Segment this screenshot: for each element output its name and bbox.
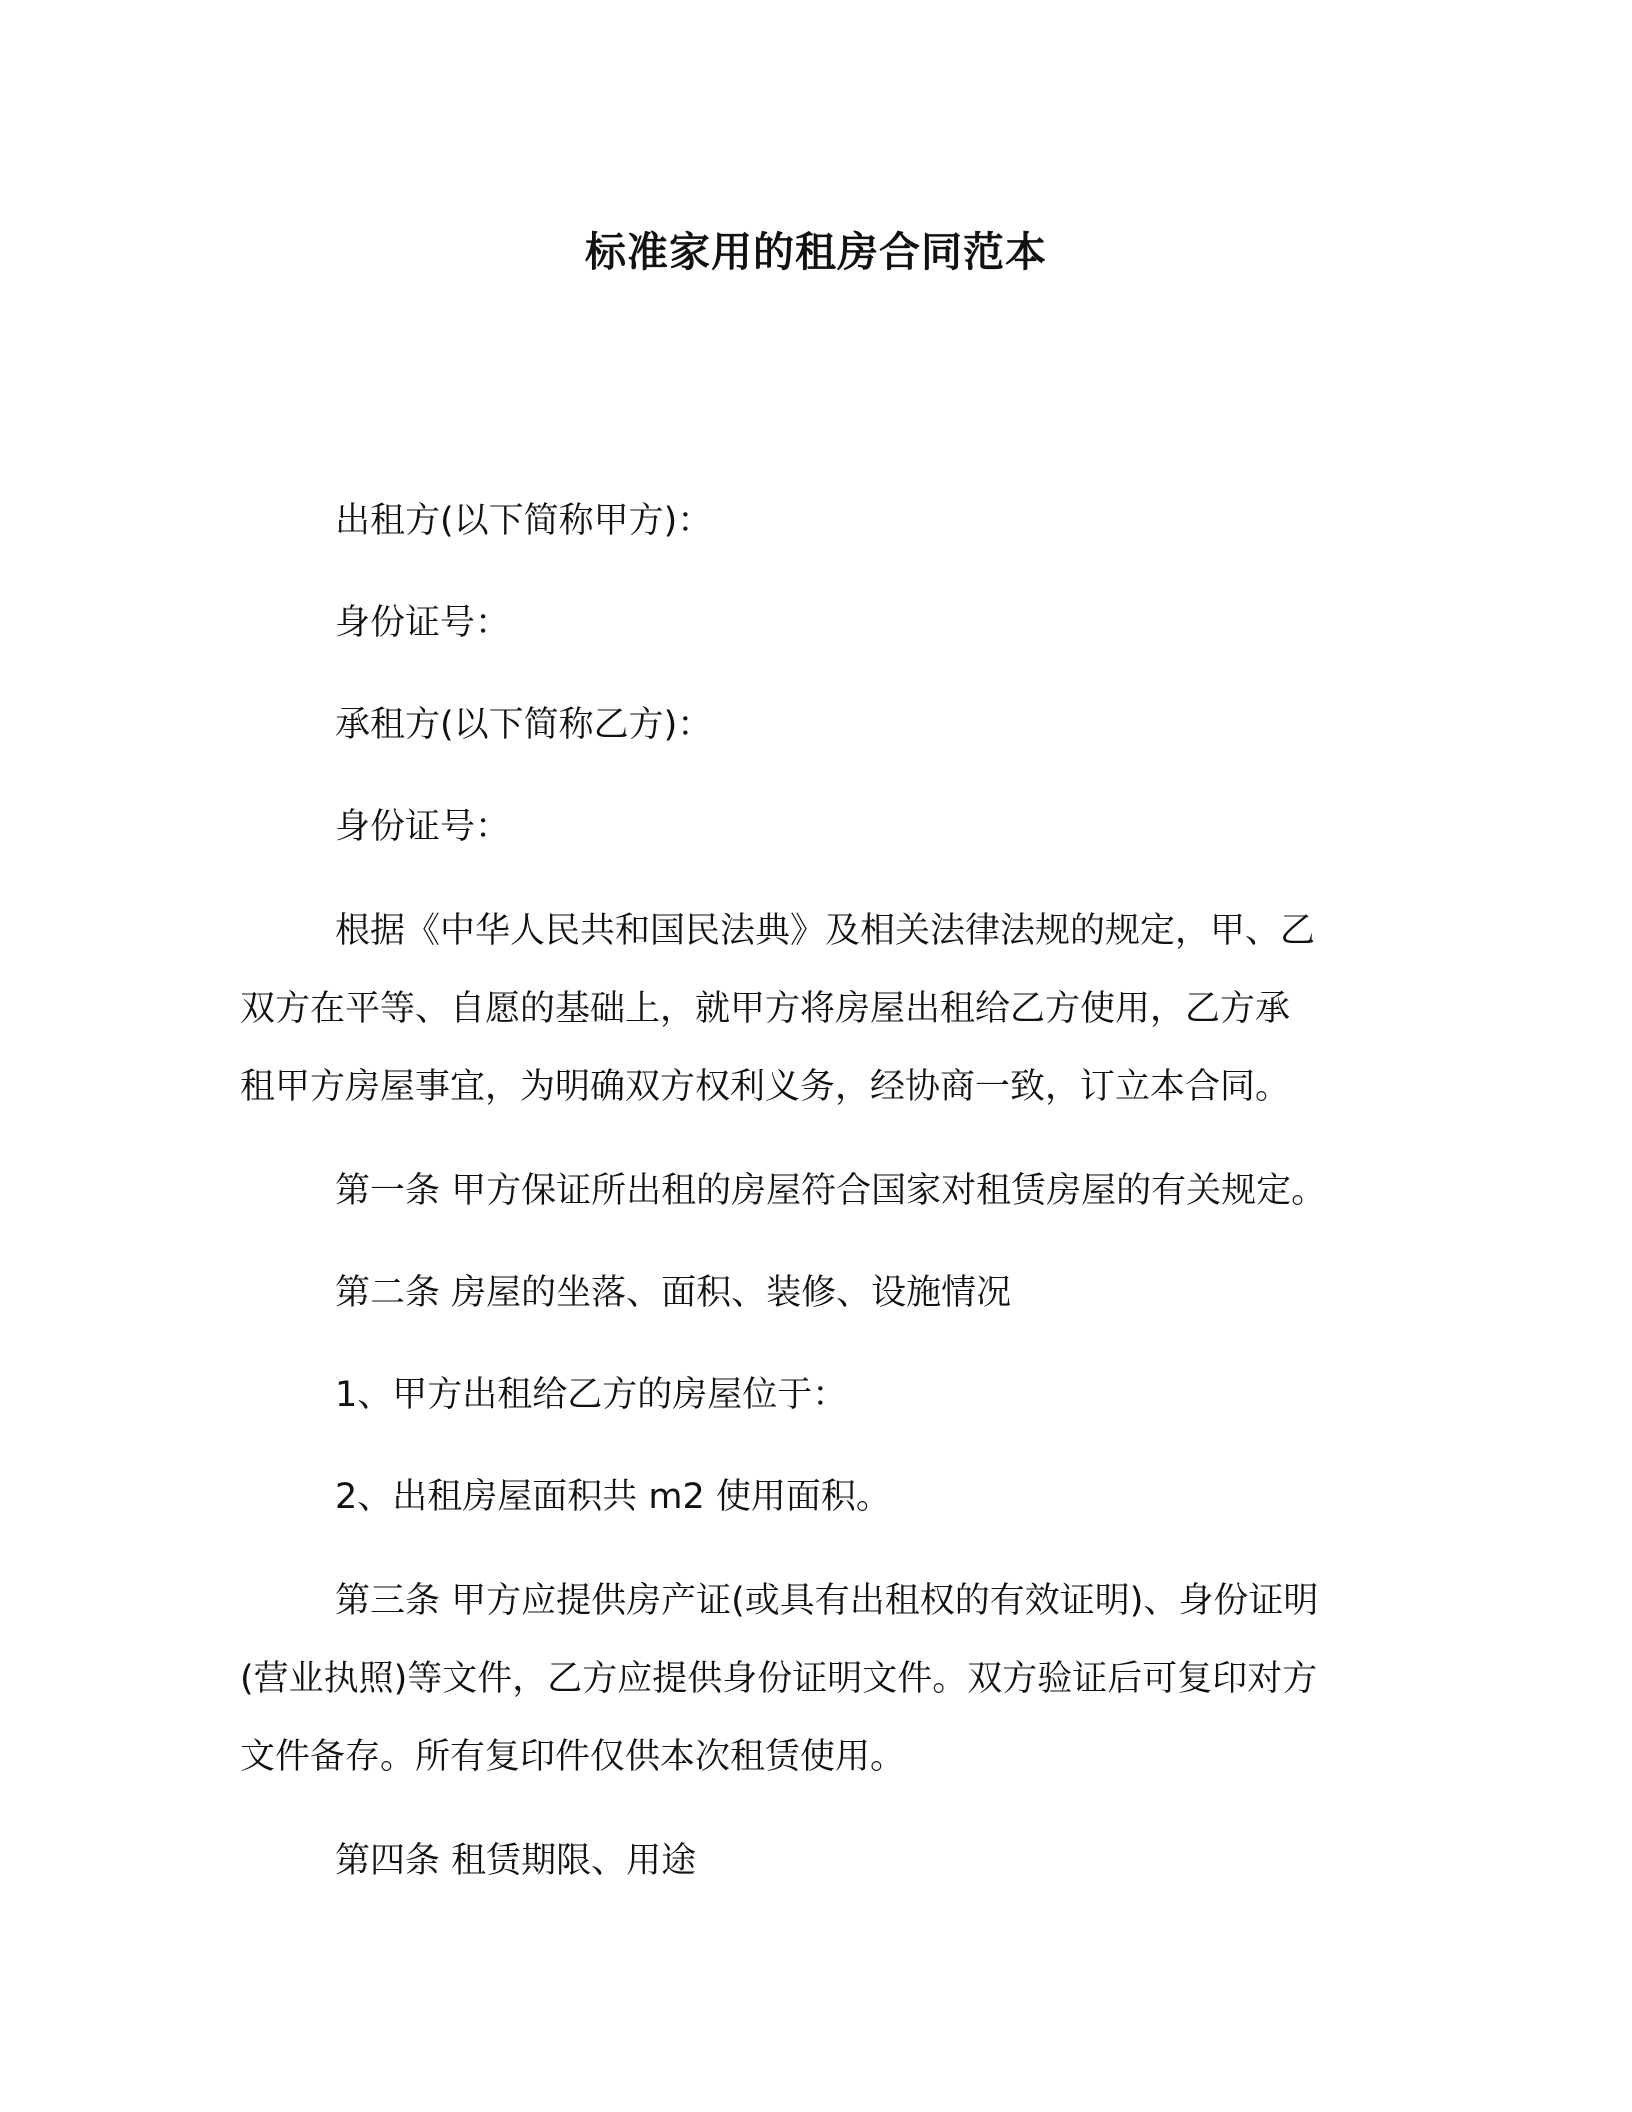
paragraph-line: 第二条 房屋的坐落、面积、装修、设施情况 <box>335 1273 1012 1313</box>
paragraph-line: (营业执照)等文件，乙方应提供身份证明文件。双方验证后可复印对方 <box>240 1659 1318 1699</box>
paragraph-line: 第四条 租赁期限、用途 <box>335 1841 697 1881</box>
lessor-line <box>240 482 1385 560</box>
paragraph-line: 身份证号： <box>335 603 511 643</box>
paragraph-line: 双方在平等、自愿的基础上，就甲方将房屋出租给乙方使用，乙方承 <box>240 989 1291 1029</box>
article-1 <box>240 1152 1385 1230</box>
paragraph-line: 2、出租房屋面积共 m2 使用面积。 <box>335 1477 891 1517</box>
article-2 <box>240 1254 1385 1332</box>
paragraph-line: 租甲方房屋事宜，为明确双方权利义务，经协商一致，订立本合同。 <box>240 1067 1291 1107</box>
paragraph-line: 出租方(以下简称甲方)： <box>335 501 713 541</box>
paragraph-line: 第三条 甲方应提供房产证(或具有出租权的有效证明)、身份证明 <box>335 1581 1319 1621</box>
paragraph-line: 身份证号： <box>335 807 511 847</box>
paragraph-line: 文件备存。所有复印件仅供本次租赁使用。 <box>240 1737 906 1777</box>
article-3 <box>240 1562 1385 1796</box>
preamble-paragraph <box>240 892 1385 1126</box>
lessor-id-line <box>240 584 1385 662</box>
paragraph-line: 承租方(以下简称乙方)： <box>335 705 713 745</box>
paragraph-line: 根据《中华人民共和国民法典》及相关法律法规的规定，甲、乙 <box>335 911 1316 951</box>
paragraph-line: 第一条 甲方保证所出租的房屋符合国家对租赁房屋的有关规定。 <box>335 1171 1327 1211</box>
article-2-item-2 <box>240 1458 1385 1536</box>
document-title: 标准家用的租房合同范本 <box>585 228 1047 276</box>
article-2-item-1 <box>240 1356 1385 1434</box>
lessee-line <box>240 686 1385 764</box>
lessee-id-line <box>240 788 1385 866</box>
article-4 <box>240 1822 1385 1900</box>
paragraph-line: 1、甲方出租给乙方的房屋位于： <box>335 1375 848 1415</box>
